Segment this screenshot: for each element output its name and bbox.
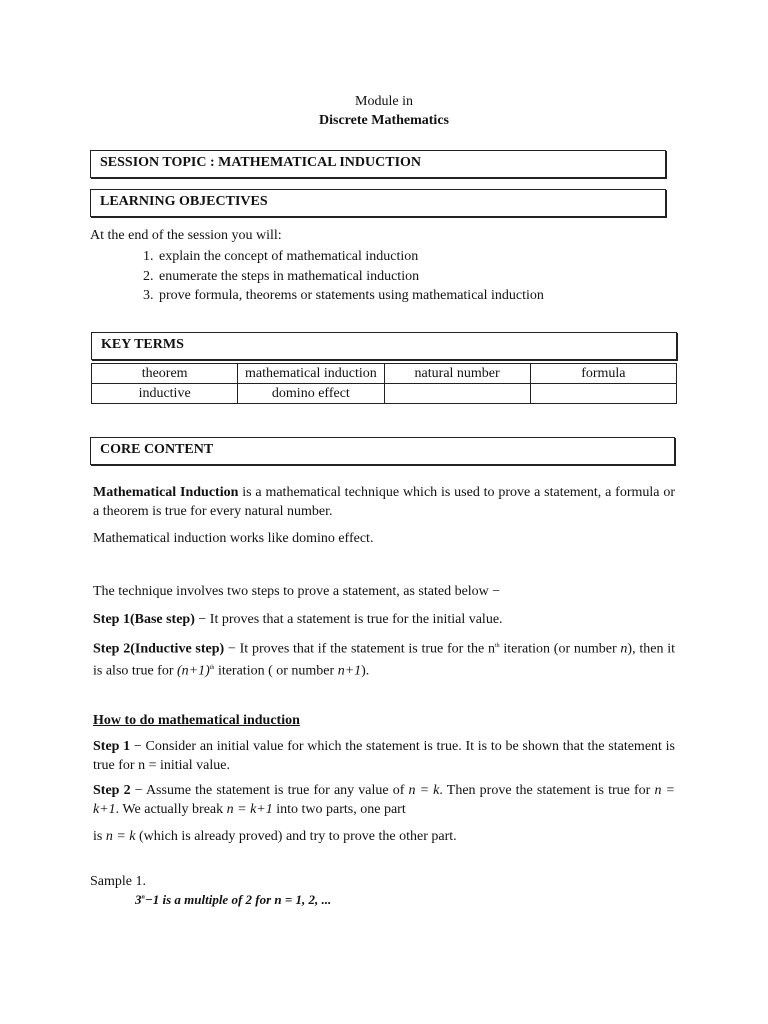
- definition-text: is a mathematical technique which is used to prove a statement, a formula or a theorem is true for every natural number.: [93, 485, 675, 519]
- table-cell: theorem: [92, 364, 238, 384]
- table-cell: inductive: [92, 384, 238, 404]
- definition-paragraph: [93, 483, 675, 521]
- step2-text: . Then prove the statement is true for: [439, 783, 655, 798]
- inductive-step-text: − It proves that if the statement is true for the n: [224, 641, 495, 657]
- how-to-step1: [93, 737, 675, 775]
- inductive-step-text: ), then it is also true for: [93, 641, 675, 679]
- session-topic-box: [90, 150, 666, 178]
- objective-item: 2. enumerate the steps in mathematical induction: [157, 267, 544, 287]
- core-content-title: CORE CONTENT: [100, 442, 214, 457]
- base-step-paragraph: [93, 610, 675, 629]
- table-cell: formula: [530, 364, 676, 384]
- step1-label: Step 1: [93, 739, 131, 754]
- key-terms-title: KEY TERMS: [101, 337, 184, 352]
- superscript: th: [209, 664, 215, 671]
- learning-objectives-title: LEARNING OBJECTIVES: [100, 194, 268, 209]
- module-label: Module in: [355, 94, 413, 109]
- step2-text: (which is already proved) and try to prove the other part.: [135, 829, 457, 844]
- math-var: n = k+1: [226, 802, 273, 817]
- technique-paragraph: The technique involves two steps to prove a statement, as stated below −: [93, 584, 501, 599]
- math-var: n = k: [105, 829, 136, 844]
- key-terms-box: [91, 332, 677, 360]
- inductive-step-text: ).: [361, 663, 370, 679]
- base-step-label: Step 1(Base step): [93, 612, 195, 627]
- objectives-list: [137, 247, 544, 306]
- inductive-step-paragraph: [93, 637, 675, 680]
- domino-paragraph: Mathematical induction works like domino effect.: [93, 531, 374, 546]
- inductive-step-text: iteration (or number: [499, 641, 621, 657]
- table-cell: domino effect: [238, 384, 384, 404]
- sample-statement: [135, 892, 331, 908]
- how-to-step2: [93, 781, 675, 819]
- step2-text: is: [93, 829, 106, 844]
- math-var: n = k: [408, 783, 440, 798]
- session-topic-text: SESSION TOPIC : MATHEMATICAL INDUCTION: [100, 155, 422, 170]
- inductive-step-text: iteration ( or number: [214, 663, 338, 679]
- table-row: [92, 384, 677, 404]
- step1-text: − Consider an initial value for which the statement is true. It is to be shown that the statement is true for n = initial value.: [93, 739, 675, 773]
- sample-label: Sample 1.: [90, 874, 146, 889]
- math-var: n+1: [337, 663, 362, 679]
- inductive-step-label: Step 2(Inductive step): [93, 641, 225, 657]
- objectives-intro: At the end of the session you will:: [90, 228, 282, 243]
- table-cell: natural number: [384, 364, 530, 384]
- objective-item: 1. explain the concept of mathematical induction: [157, 247, 544, 267]
- table-cell: [530, 384, 676, 404]
- sample-base: 3: [135, 892, 142, 907]
- how-to-heading: How to do mathematical induction: [93, 713, 300, 728]
- learning-objectives-box: [90, 189, 666, 217]
- how-to-step2-cont: [93, 827, 675, 846]
- table-row: [92, 364, 677, 384]
- sample-rest: −1 is a multiple of 2 for n = 1, 2, ...: [144, 892, 332, 907]
- step2-label: Step 2: [93, 783, 131, 798]
- base-step-text: − It proves that a statement is true for the initial value.: [194, 612, 503, 627]
- core-content-box: [90, 437, 675, 465]
- superscript: th: [494, 643, 500, 649]
- key-terms-table: [91, 363, 677, 404]
- table-cell: [384, 384, 530, 404]
- table-cell: mathematical induction: [238, 364, 384, 384]
- course-title: Discrete Mathematics: [319, 113, 449, 128]
- definition-term: Mathematical Induction: [93, 485, 239, 500]
- superscript: n: [141, 894, 145, 901]
- step2-text: into two parts, one part: [272, 802, 406, 817]
- math-var: n: [620, 641, 628, 657]
- math-var: n = k+1: [93, 783, 676, 817]
- step2-text: − Assume the statement is true for any value of: [130, 783, 409, 798]
- step2-text: . We actually break: [115, 802, 227, 817]
- objective-item: 3. prove formula, theorems or statements using mathematical induction: [157, 286, 544, 306]
- math-var: (n+1): [176, 663, 210, 679]
